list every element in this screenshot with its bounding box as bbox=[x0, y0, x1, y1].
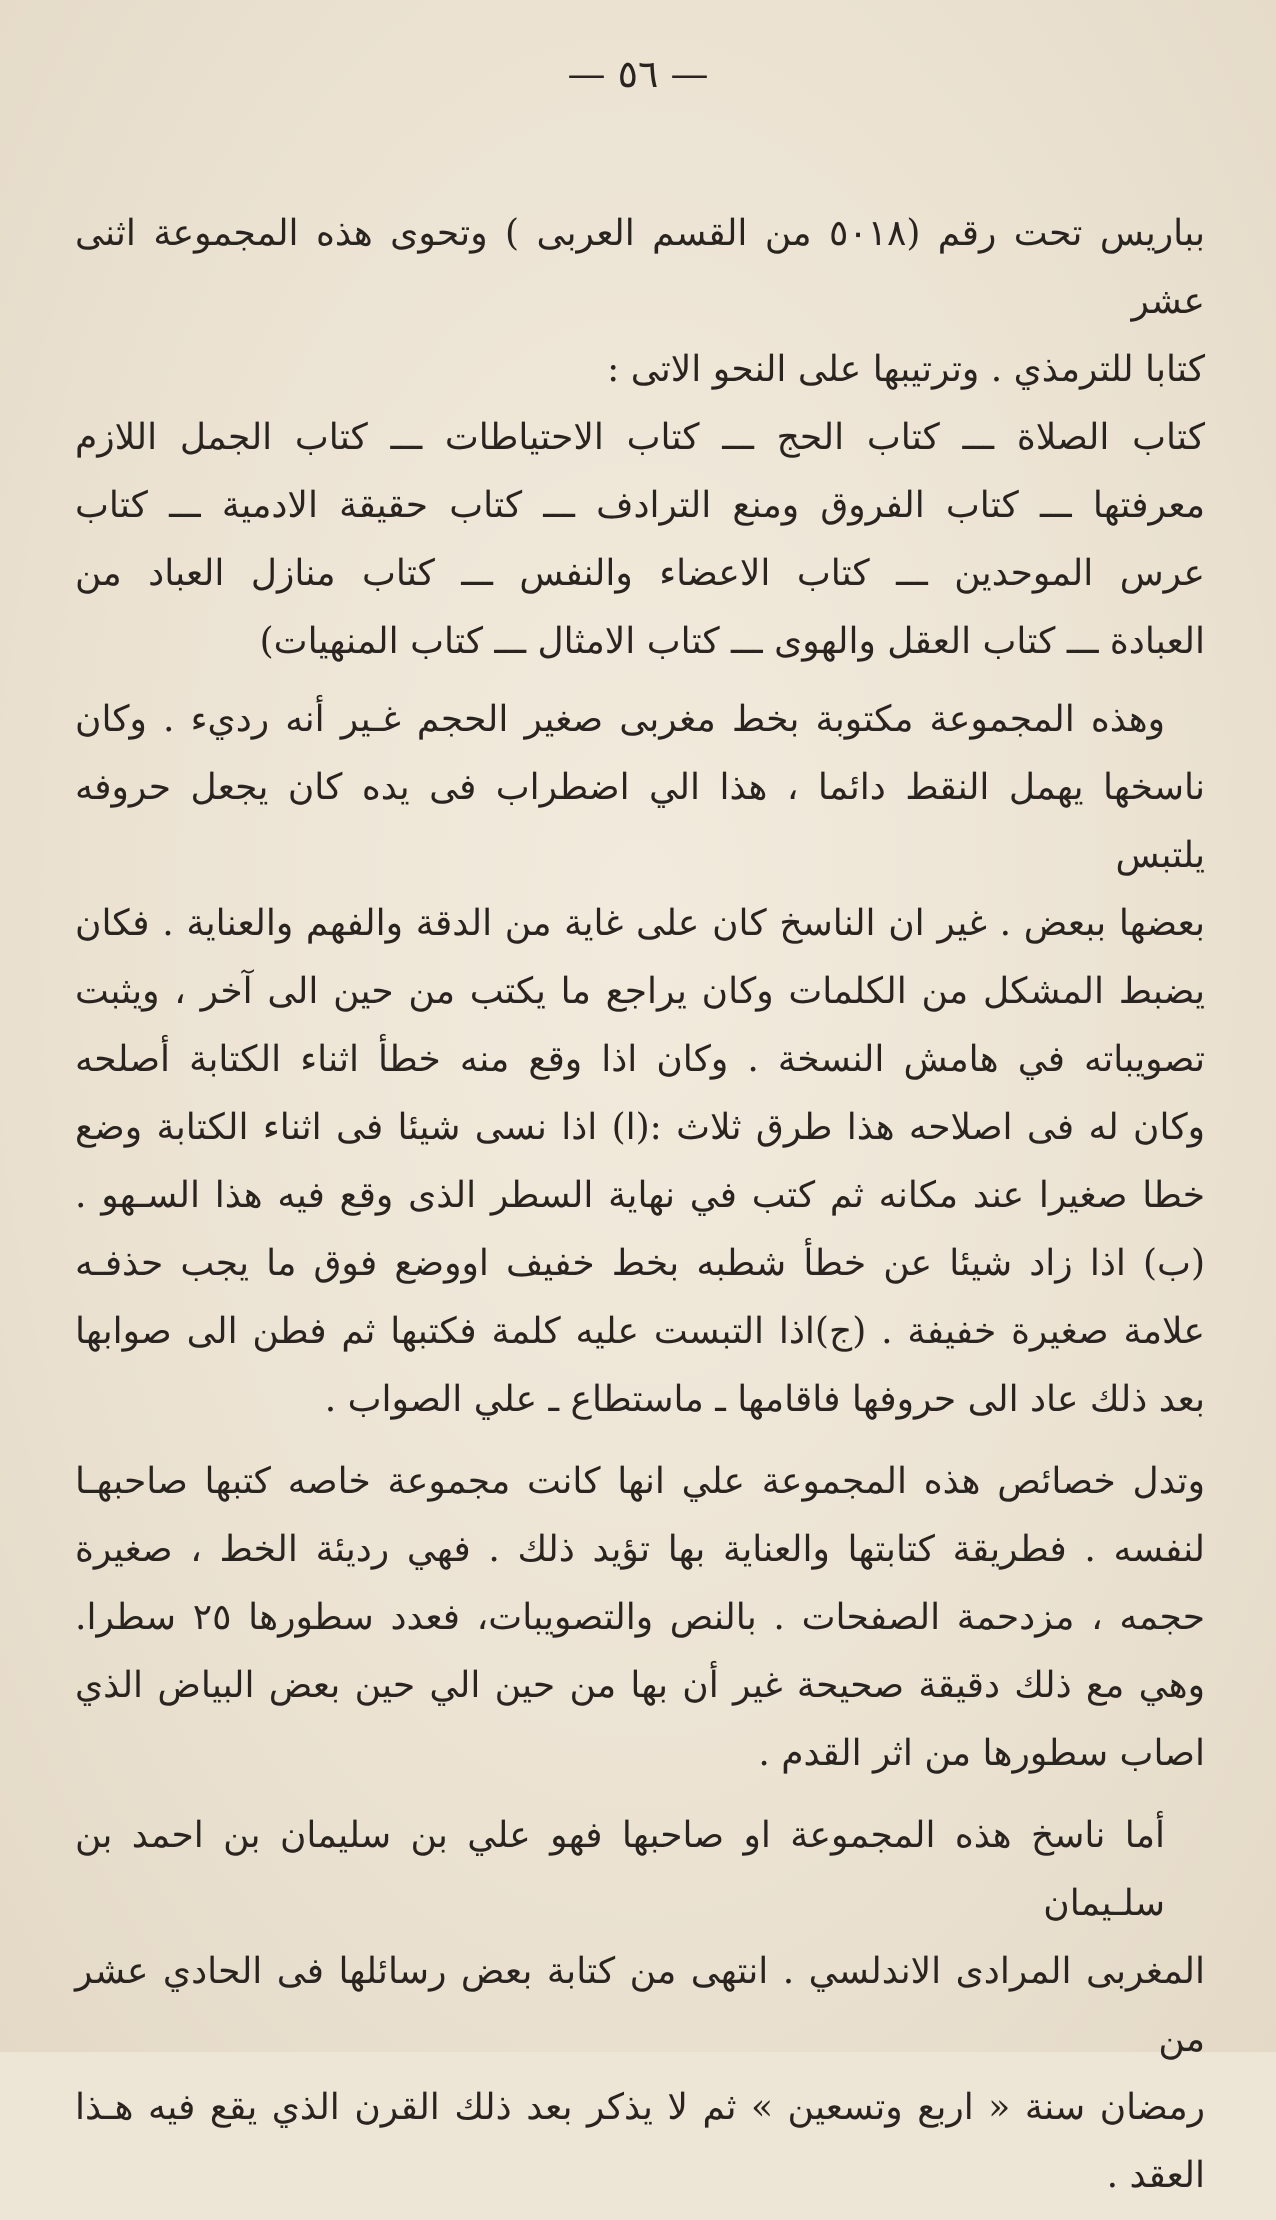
text-line: وهي مع ذلك دقيقة صحيحة غير أن بها من حين الي حين بعض البياض الذي bbox=[75, 1665, 1205, 1706]
text-line: معرفتها ـــ كتاب الفروق ومنع الترادف ـــ كتاب حقيقة الادمية ـــ كتاب bbox=[75, 485, 1205, 526]
paragraph-4 bbox=[75, 1802, 1205, 2210]
text-line: خطا صغيرا عند مكانه ثم كتب في نهاية السطر الذى وقع فيه هذا السـهو . bbox=[75, 1175, 1205, 1216]
text-line: (ب) اذا زاد شيئا عن خطأ شطبه بخط خفيف اووضع فوق ما يجب حذفـه bbox=[75, 1243, 1205, 1284]
text-line: بباريس تحت رقم (٥٠١٨ من القسم العربى ) وتحوى هذه المجموعة اثنى عشر bbox=[75, 213, 1205, 322]
text-line: وهذه المجموعة مكتوبة بخط مغربى صغير الحجم غـير أنه رديء . وكان bbox=[75, 699, 1165, 740]
text-line: العقد . bbox=[1106, 2155, 1205, 2196]
text-line: لنفسه . فطريقة كتابتها والعناية بها تؤيد ذلك . فهي رديئة الخط ، صغيرة bbox=[75, 1529, 1205, 1570]
text-line: بعضها ببعض . غير ان الناسخ كان على غاية من الدقة والفهم والعناية . فكان bbox=[75, 903, 1205, 944]
page-body bbox=[75, 200, 1205, 2220]
text-line: ناسخها يهمل النقط دائما ، هذا الي اضطراب فى يده كان يجعل حروفه يلتبس bbox=[75, 767, 1205, 876]
text-line: عرس الموحدين ـــ كتاب الاعضاء والنفس ـــ كتاب منازل العباد من bbox=[75, 553, 1205, 594]
text-line: كتاب الصلاة ـــ كتاب الحج ـــ كتاب الاحتياطات ـــ كتاب الجمل اللازم bbox=[75, 417, 1205, 458]
text-line: علامة صغيرة خفيفة . (ج)اذا التبست عليه كلمة فكتبها ثم فطن الى صوابها bbox=[75, 1311, 1205, 1352]
paragraph-3 bbox=[75, 1448, 1205, 1788]
text-line: رمضان سنة « اربع وتسعين » ثم لا يذكر بعد ذلك القرن الذي يقع فيه هـذا bbox=[75, 2087, 1205, 2128]
text-line: بعد ذلك عاد الى حروفها فاقامها ـ ماستطاع ـ علي الصواب . bbox=[324, 1379, 1205, 1420]
text-line: أما ناسخ هذه المجموعة او صاحبها فهو علي بن سليمان بن احمد بن سلـيمان bbox=[75, 1815, 1165, 1924]
paragraph-2 bbox=[75, 686, 1205, 1434]
text-line: تصويباته في هامش النسخة . وكان اذا وقع منه خطأ اثناء الكتابة أصلحه bbox=[75, 1039, 1205, 1080]
page-number: — ٥٦ — bbox=[567, 52, 709, 96]
text-line: وتدل خصائص هذه المجموعة علي انها كانت مجموعة خاصه كتبها صاحبهـا bbox=[75, 1461, 1205, 1502]
text-line: كتابا للترمذي . وترتيبها على النحو الاتى : bbox=[607, 349, 1205, 390]
text-line: اصاب سطورها من اثر القدم . bbox=[758, 1733, 1205, 1774]
text-line: وكان له فى اصلاحه هذا طرق ثلاث :(ا) اذا نسى شيئا فى اثناء الكتابة وضع bbox=[75, 1107, 1205, 1148]
text-line: العبادة ـــ كتاب العقل والهوى ـــ كتاب الامثال ـــ كتاب المنهيات) bbox=[259, 621, 1205, 662]
text-line: المغربى المرادى الاندلسي . انتهى من كتابة بعض رسائلها فى الحادي عشر من bbox=[75, 1951, 1205, 2060]
paragraph-1 bbox=[75, 200, 1205, 676]
text-line: حجمه ، مزدحمة الصفحات . بالنص والتصويبات، فعدد سطورها ٢٥ سطرا. bbox=[75, 1597, 1206, 1638]
text-line: يضبط المشكل من الكلمات وكان يراجع ما يكتب من حين الى آخر ، ويثبت bbox=[75, 971, 1205, 1012]
